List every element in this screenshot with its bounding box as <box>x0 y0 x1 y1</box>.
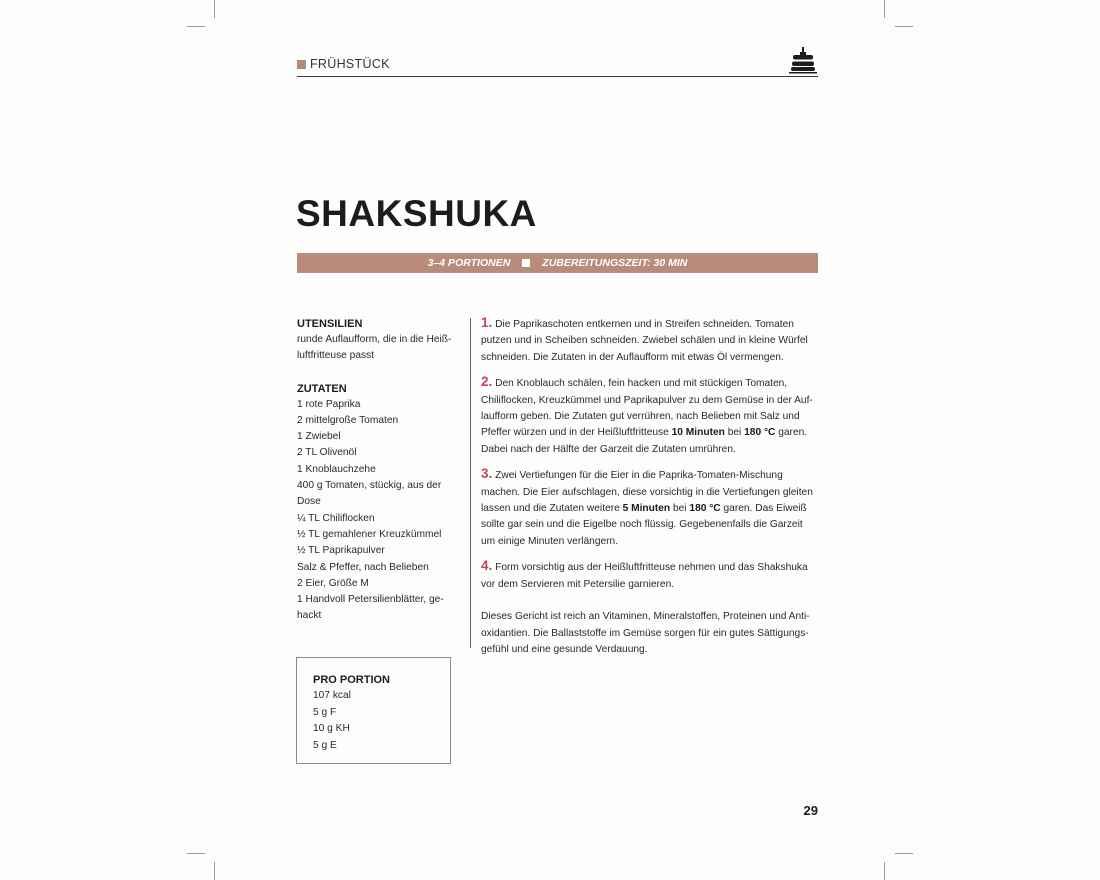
step-text: bei <box>724 427 745 439</box>
instructions-column <box>481 315 819 658</box>
recipe-info-bar <box>297 253 818 273</box>
nutrition-list <box>313 688 450 754</box>
step-time: 10 Minuten <box>671 427 725 439</box>
ingredient-item: 1 Zwiebel <box>297 431 341 443</box>
recipe-title: SHAKSHUKA <box>296 193 537 234</box>
nutrition-item: 107 kcal <box>313 690 351 701</box>
crop-mark <box>187 853 205 854</box>
ingredient-item: 1 Handvoll Petersilienblätter, ge-hackt <box>297 594 444 622</box>
nutrition-item: 5 g F <box>313 706 337 718</box>
step-temperature: 180 °C <box>744 427 776 439</box>
step-number: 1. <box>481 315 493 330</box>
step-2 <box>481 374 819 458</box>
crop-mark <box>214 0 215 18</box>
ingredient-item: 2 mittelgroße Tomaten <box>297 414 399 426</box>
prep-time-label: ZUBEREITUNGSZEIT: 30 MIN <box>542 257 688 269</box>
utensils-text: runde Auflaufform, die in die Heiß-luftfritteuse passt <box>297 334 452 362</box>
crop-mark <box>895 26 913 27</box>
ingredient-item: Salz & Pfeffer, nach Belieben <box>297 561 429 573</box>
column-divider <box>470 318 471 648</box>
step-number: 3. <box>481 466 493 482</box>
left-column <box>297 316 462 625</box>
step-3 <box>481 466 819 550</box>
ingredient-item: 400 g Tomaten, stückig, aus der Dose <box>297 480 442 508</box>
page-number: 29 <box>803 803 818 818</box>
ingredient-item: 2 TL Olivenöl <box>297 447 357 459</box>
ingredient-item: 1 rote Paprika <box>297 398 361 410</box>
ingredient-item: ½ TL Paprikapulver <box>297 545 385 557</box>
step-text: garen. Das Eiweiß sollte gar sein und die Eigelbe noch flüssig. Gegebenenfalls die Garzeit um einige Minuten verlängern. <box>481 503 807 547</box>
step-number: 4. <box>481 558 493 574</box>
ingredients-heading: ZUTATEN <box>297 382 347 395</box>
nutrition-note: Dieses Gericht ist reich an Vitaminen, Mineralstoffen, Proteinen und Anti-oxidantien. Die Ballaststoffe im Gemüse sorgen für ein gutes Sättigungs-gefühl und eine gesunde Verdauung. <box>481 611 810 655</box>
ingredient-item: ¼ TL Chiliflocken <box>297 512 375 524</box>
page-header <box>297 56 818 77</box>
section-label: FRÜHSTÜCK <box>310 57 390 71</box>
ingredient-item: 1 Knoblauchzehe <box>297 463 376 475</box>
step-text: bei <box>670 503 690 515</box>
nutrition-item: 5 g E <box>313 739 337 751</box>
step-temperature: 180 °C <box>689 503 721 515</box>
ingredient-item: ½ TL gemahlener Kreuzkümmel <box>297 528 442 540</box>
ingredient-item: 2 Eier, Größe M <box>297 577 369 589</box>
utensils-heading: UTENSILIEN <box>297 318 363 330</box>
step-text: garen. Dabei nach der Hälfte der Garzeit die Zutaten umrühren. <box>481 427 808 455</box>
step-text: Zwei Vertiefungen für die Eier in die Paprika-Tomaten-Mischung machen. Die Eier aufschlagen, diese vorsichtig in die Vertiefungen gleiten lassen und die Zutaten weitere <box>481 470 813 515</box>
section-marker <box>297 60 306 69</box>
nutrition-item: 10 g KH <box>313 723 350 734</box>
step-time: 5 Minuten <box>622 503 671 515</box>
crop-mark <box>214 862 215 880</box>
step-text: Den Knoblauch schälen, fein hacken und mit stückigen Tomaten, Chiliflocken, Kreuzkümmel und Paprikapulver zu dem Gemüse in der Auf-laufform geben. Die Zutaten gut verrühren, nach Belieben mit Salz und Pfeffer würzen und in der Heißluftfritteuse <box>481 378 813 439</box>
ingredients-list <box>297 397 462 625</box>
step-1 <box>481 315 819 366</box>
nutrition-box <box>296 657 451 764</box>
crop-mark <box>884 0 885 18</box>
portions-label: 3–4 PORTIONEN <box>427 257 511 269</box>
step-4 <box>481 558 819 593</box>
step-number: 2. <box>481 374 493 390</box>
crop-mark <box>895 853 913 854</box>
crop-mark <box>884 862 885 880</box>
separator-square <box>522 259 530 267</box>
nutrition-heading: PRO PORTION <box>313 674 391 686</box>
crop-mark <box>187 26 205 27</box>
step-text: Form vorsichtig aus der Heißluftfritteuse nehmen und das Shakshuka vor dem Servieren mit Petersilie garnieren. <box>481 562 808 590</box>
step-text: Die Paprikaschoten entkernen und in Streifen schneiden. Tomaten putzen und in Scheiben schneiden. Zwiebel schälen und in kleine Würfel schneiden. Die Zutaten in der Auflaufform mit etwas Öl vermengen. <box>481 319 808 363</box>
pancake-stack-icon <box>788 46 818 74</box>
